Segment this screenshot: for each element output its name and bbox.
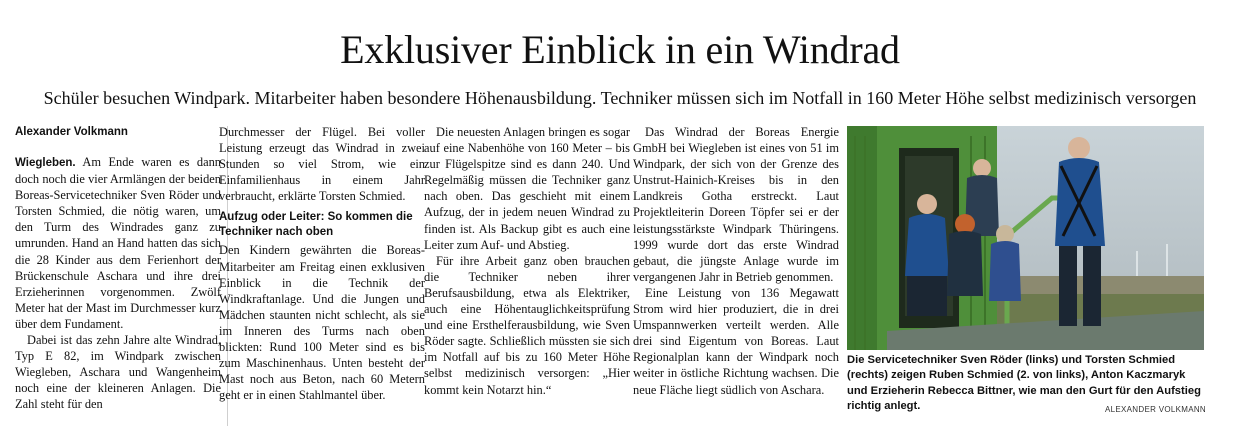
dateline: Wiegleben. [15,157,76,169]
article-photo [847,126,1204,350]
article-column-3 [424,124,630,398]
paragraph: Durchmesser der Flügel. Bei voller Leistung erzeugt das Windrad in zwei Stunden so viel Strom, wie ein Einfamilienhaus in einem Jahr verbraucht, erklärte Torsten Schmied. [219,125,425,204]
paragraph: Den Kindern gewährten die Boreas-Mitarbeiter am Freitag einen exklusiven Einblick in die Technik der Windkraftanlage. Und die Jungen und Mädchen staunten nicht schlecht, als sie im Inneren des Turms nach oben blickten: Rund 100 Meter sind es bis zum Maschinenhaus. Unten besteht der Mast noch aus Beton, nach 60 Metern geht er in einen Stahlmantel über. [219,243,425,403]
paragraph: Am Ende waren es dann doch noch die vier Armlängen der beiden Boreas-Servicetechniker Sven Röder und Torsten Schmied, die nötig waren, um den Turm des Windrades ganz zu umrunden. Hand an Hand hatten das sich die 28 Kinder aus dem Ferienhort der Brückenschule Aschara und ihre drei Erzieherinnen vorgenommen. Zwölf Meter hat der Mast im Durchmesser kurz über dem Fundament. [15,155,221,331]
paragraph: Dabei ist das zehn Jahre alte Windrad, Typ E 82, im Windpark zwischen Wiegleben, Aschara und Wangenheim noch eine der kleineren Anlagen. Die Zahl steht für den [15,333,221,412]
article-column-1 [15,124,221,413]
article-subheadline: Schüler besuchen Windpark. Mitarbeiter haben besondere Höhenausbildung. Techniker müssen sich im Notfall in 160 Meter Höhe selbst medizinisch versorgen [43,88,1197,108]
article-column-4 [633,124,839,398]
photo-illustration [847,126,1204,350]
paragraph: Die neuesten Anlagen bringen es sogar auf eine Nabenhöhe von 160 Meter – bis zur Flügelspitze sind es dann 240. Und Regelmäßig müssen die Techniker ganz nach oben. Das geschieht mit einem Aufzug, der in jedem neuen Windrad zu finden ist. Als Backup gibt es auch eine Leiter zum Auf- und Abstieg. [424,125,630,252]
section-subheading: Aufzug oder Leiter: So kommen die Techniker nach oben [219,211,413,239]
photo-credit: ALEXANDER VOLKMANN [1105,405,1206,414]
paragraph: Das Windrad der Boreas Energie GmbH bei Wiegleben ist eines von 51 im Windpark, der sich von der Grenze des Unstrut-Hainich-Kreises bis in den Landkreis Gotha erstreckt. Laut Projektleiterin Doreen Töpfer sei er der leistungsstärkste Windpark Thüringens. 1999 wurde dort das erste Windrad gebaut, die jüngste Anlage wurde im vergangenen Jahr in Betrieb genommen. [633,125,839,284]
article-headline: Exklusiver Einblick in ein Windrad [340,27,900,72]
paragraph: Für ihre Arbeit ganz oben brauchen die Techniker neben ihrer Berufsausbildung, etwa als Elektriker, auch eine Höhentauglichkeitsprüfung und eine Ersthelferausbildung, wie Sven Röder sagte. Schließlich müssten sie sich im Notfall auf bis zu 160 Meter Höhe selbst medizinisch versorgen: „Hier kommt kein Notarzt hin.“ [424,253,630,397]
paragraph: Eine Leistung von 136 Megawatt Strom wird hier produziert, die in drei Umspannwerken verteilt werden. Alle drei sind Eigentum von Boreas. Laut Regionalplan kann der Windpark noch weiter in östliche Richtung wachsen. Die neue Fläche liegt südlich von Aschara. [633,285,839,397]
photo-caption: Die Servicetechniker Sven Röder (links) und Torsten Schmied (rechts) zeigen Ruben Schmied (2. von links), Anton Kaczmaryk und Erzieherin Rebecca Bittner, wie man den Gurt für den Aufstieg richtig anlegt. [847,354,1201,413]
author-byline: Alexander Volkmann [15,126,128,138]
article-column-2 [219,124,425,403]
